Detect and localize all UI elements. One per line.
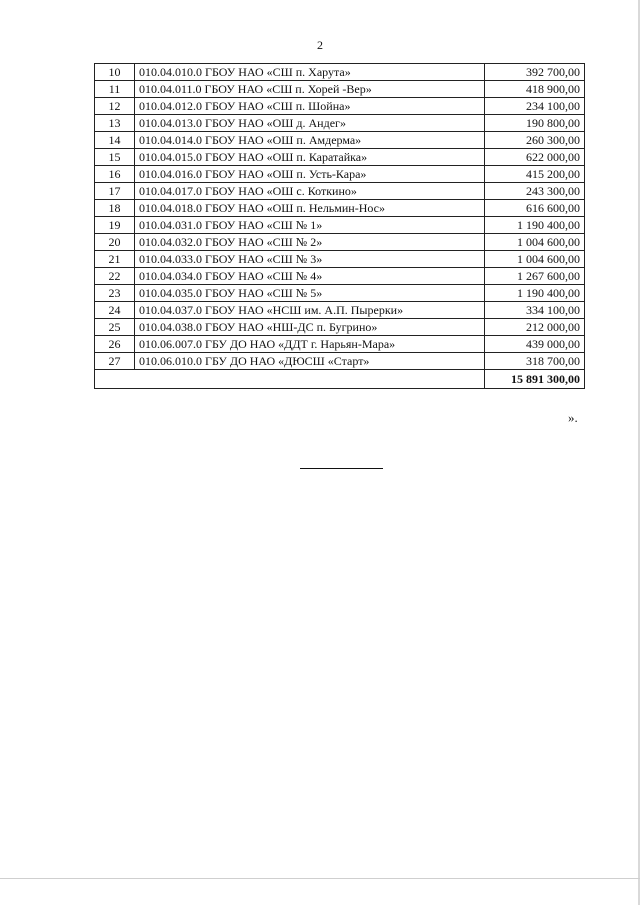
- row-amount: 415 200,00: [485, 166, 585, 183]
- row-amount: 418 900,00: [485, 81, 585, 98]
- table-row: [95, 64, 585, 81]
- institution-name: 010.04.038.0 ГБОУ НАО «НШ-ДС п. Бугрино»: [135, 319, 485, 336]
- row-amount: 622 000,00: [485, 149, 585, 166]
- row-amount: 439 000,00: [485, 336, 585, 353]
- row-amount: 190 800,00: [485, 115, 585, 132]
- row-number: 27: [95, 353, 135, 370]
- row-number: 18: [95, 200, 135, 217]
- table-row: [95, 149, 585, 166]
- table-row: [95, 98, 585, 115]
- table-row: [95, 285, 585, 302]
- institution-name: 010.04.012.0 ГБОУ НАО «СШ п. Шойна»: [135, 98, 485, 115]
- row-number: 17: [95, 183, 135, 200]
- row-amount: 234 100,00: [485, 98, 585, 115]
- row-amount: 260 300,00: [485, 132, 585, 149]
- institution-name: 010.04.014.0 ГБОУ НАО «ОШ п. Амдерма»: [135, 132, 485, 149]
- institution-name: 010.04.010.0 ГБОУ НАО «СШ п. Харута»: [135, 64, 485, 81]
- institution-name: 010.04.015.0 ГБОУ НАО «ОШ п. Каратайка»: [135, 149, 485, 166]
- row-amount: 392 700,00: [485, 64, 585, 81]
- table-row: [95, 336, 585, 353]
- institution-name: 010.04.017.0 ГБОУ НАО «ОШ с. Коткино»: [135, 183, 485, 200]
- table-row: [95, 81, 585, 98]
- table-row: [95, 166, 585, 183]
- table-row: [95, 234, 585, 251]
- table-row: [95, 319, 585, 336]
- row-number: 20: [95, 234, 135, 251]
- institution-name: 010.04.034.0 ГБОУ НАО «СШ № 4»: [135, 268, 485, 285]
- row-amount: 1 190 400,00: [485, 217, 585, 234]
- row-number: 13: [95, 115, 135, 132]
- row-number: 15: [95, 149, 135, 166]
- table-row: [95, 268, 585, 285]
- row-amount: 616 600,00: [485, 200, 585, 217]
- institution-name: 010.04.037.0 ГБОУ НАО «НСШ им. А.П. Пырерки»: [135, 302, 485, 319]
- row-number: 12: [95, 98, 135, 115]
- total-row: [95, 370, 585, 389]
- table-row: [95, 183, 585, 200]
- row-number: 22: [95, 268, 135, 285]
- row-number: 24: [95, 302, 135, 319]
- institution-name: 010.04.018.0 ГБОУ НАО «ОШ п. Нельмин-Нос»: [135, 200, 485, 217]
- row-amount: 334 100,00: [485, 302, 585, 319]
- row-amount: 1 267 600,00: [485, 268, 585, 285]
- table-row: [95, 353, 585, 370]
- row-amount: 243 300,00: [485, 183, 585, 200]
- row-number: 26: [95, 336, 135, 353]
- row-number: 10: [95, 64, 135, 81]
- table-row: [95, 251, 585, 268]
- institution-name: 010.04.016.0 ГБОУ НАО «ОШ п. Усть-Кара»: [135, 166, 485, 183]
- institution-name: 010.04.033.0 ГБОУ НАО «СШ № 3»: [135, 251, 485, 268]
- page-number: 2: [317, 38, 323, 52]
- institution-name: 010.04.031.0 ГБОУ НАО «СШ № 1»: [135, 217, 485, 234]
- table-row: [95, 302, 585, 319]
- scan-bottom-line: [0, 878, 640, 879]
- row-amount: 1 004 600,00: [485, 251, 585, 268]
- institution-name: 010.04.035.0 ГБОУ НАО «СШ № 5»: [135, 285, 485, 302]
- table-row: [95, 200, 585, 217]
- closing-quote: ».: [568, 410, 578, 425]
- row-amount: 1 004 600,00: [485, 234, 585, 251]
- row-amount: 1 190 400,00: [485, 285, 585, 302]
- table-row: [95, 115, 585, 132]
- table-row: [95, 217, 585, 234]
- budget-table: [94, 63, 585, 389]
- table-row: [95, 132, 585, 149]
- end-divider: [300, 468, 383, 469]
- row-number: 16: [95, 166, 135, 183]
- row-number: 21: [95, 251, 135, 268]
- row-amount: 212 000,00: [485, 319, 585, 336]
- row-number: 19: [95, 217, 135, 234]
- row-number: 11: [95, 81, 135, 98]
- budget-table-body: [95, 64, 585, 370]
- row-number: 14: [95, 132, 135, 149]
- total-label-cell: [95, 370, 485, 389]
- row-amount: 318 700,00: [485, 353, 585, 370]
- total-amount: 15 891 300,00: [485, 370, 585, 389]
- institution-name: 010.04.013.0 ГБОУ НАО «ОШ д. Андег»: [135, 115, 485, 132]
- institution-name: 010.04.011.0 ГБОУ НАО «СШ п. Хорей -Вер»: [135, 81, 485, 98]
- institution-name: 010.06.007.0 ГБУ ДО НАО «ДДТ г. Нарьян-Мара»: [135, 336, 485, 353]
- row-number: 23: [95, 285, 135, 302]
- institution-name: 010.04.032.0 ГБОУ НАО «СШ № 2»: [135, 234, 485, 251]
- institution-name: 010.06.010.0 ГБУ ДО НАО «ДЮСШ «Старт»: [135, 353, 485, 370]
- row-number: 25: [95, 319, 135, 336]
